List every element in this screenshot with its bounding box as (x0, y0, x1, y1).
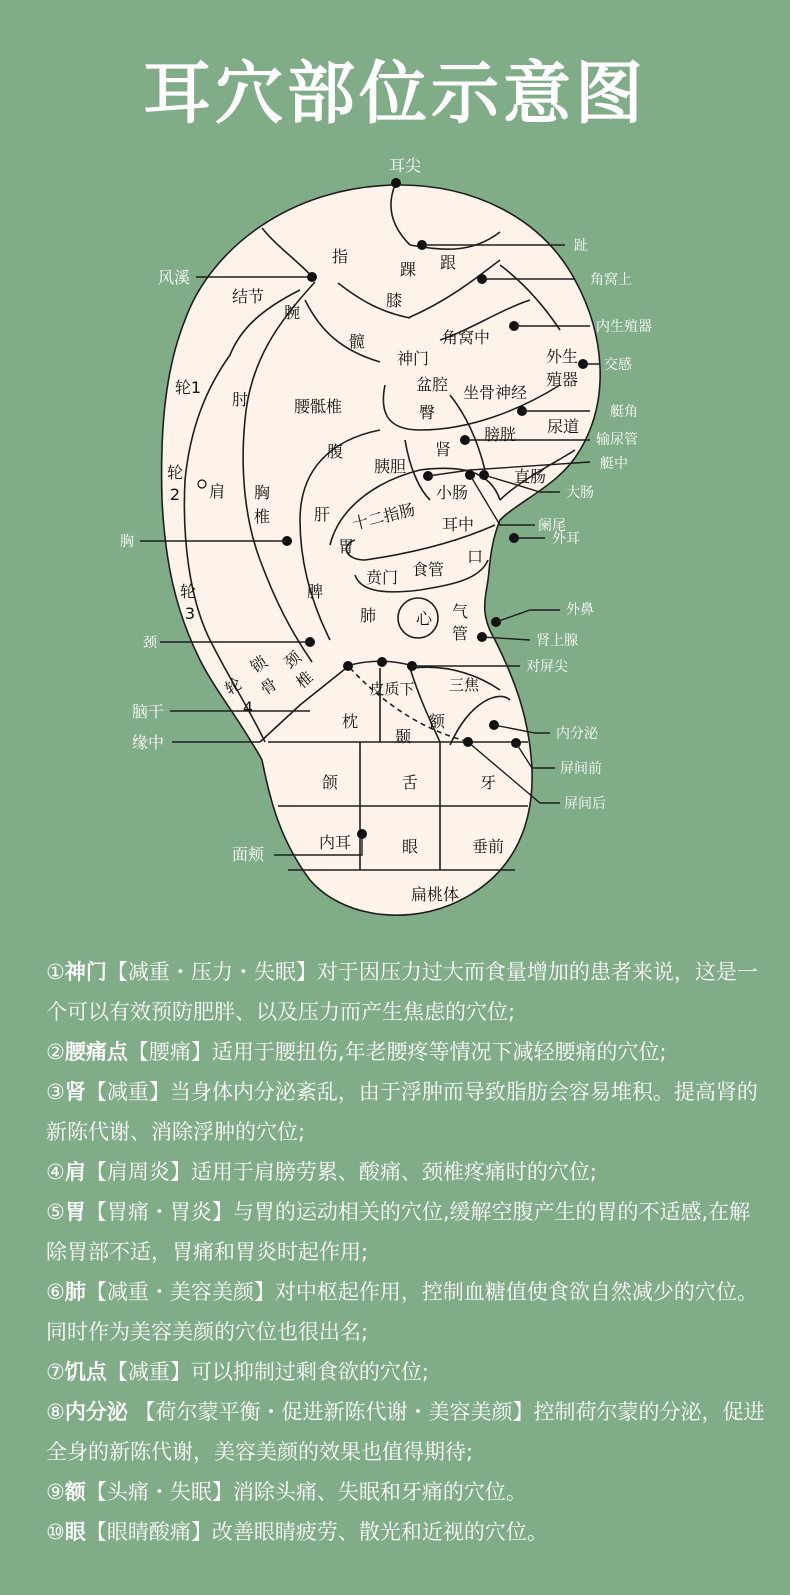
note-item (46, 1512, 766, 1552)
label-pizhixia: 皮质下 (369, 680, 415, 698)
note-num: ⑨ (46, 1480, 65, 1504)
label-suogu-1: 锁 (246, 652, 271, 677)
label-zhen: 枕 (341, 712, 359, 731)
note-tag: 【减重】 (106, 1360, 191, 1384)
note-text: 适用于腰扭伤,年老腰疼等情况下减轻腰痛的穴位; (211, 1040, 667, 1064)
label-benmen: 贲门 (365, 568, 399, 587)
note-item (46, 1472, 766, 1512)
callout-neifenmi: 内分泌 (556, 726, 598, 742)
label-shenmen: 神门 (396, 349, 430, 368)
note-tag: 【眼睛酸痛】 (85, 1520, 212, 1544)
note-num: ③ (46, 1080, 65, 1104)
note-tag: 【减重・美容美颜】 (85, 1280, 275, 1304)
label-wan: 腕 (283, 303, 301, 322)
note-text: 对中枢起作用，控制血糖值使食欲自然减少的穴位。同时作为美容美颜的穴位也很出名; (46, 1280, 758, 1344)
note-name: 胃 (64, 1200, 86, 1224)
label-e: 额 (428, 712, 446, 731)
note-text: 改善眼睛疲劳、散光和近视的穴位。 (211, 1520, 548, 1544)
label-gen: 跟 (439, 253, 457, 272)
callout-tingjiao: 艇角 (610, 404, 638, 420)
note-name: 腰痛点 (64, 1040, 128, 1064)
label-waishengzhiqi-2: 殖器 (545, 370, 579, 389)
label-lun1: 轮1 (174, 378, 202, 397)
label-zuogushenjing: 坐骨神经 (462, 383, 528, 402)
label-jingzhui-1: 颈 (280, 647, 305, 673)
label-yan: 眼 (401, 837, 419, 856)
label-tun: 臀 (418, 403, 436, 422)
callout-naogan: 脑干 (132, 702, 165, 721)
label-pi: 脾 (306, 582, 324, 601)
note-text: 控制荷尔蒙的分泌，促进全身的新陈代谢，美容美颜的效果也值得期待; (46, 1400, 765, 1464)
note-name: 饥点 (64, 1360, 107, 1384)
note-num: ⑤ (46, 1200, 65, 1224)
note-tag: 【头痛・失眠】 (85, 1480, 233, 1504)
callout-neishengzhiqi: 内生殖器 (596, 319, 652, 335)
label-penqiang: 盆腔 (415, 375, 449, 394)
callout-jiaowoshang: 角窝上 (590, 272, 632, 288)
note-item (46, 1072, 766, 1152)
label-lun3-1: 轮 (179, 582, 197, 601)
label-yidan: 胰胆 (373, 457, 407, 476)
note-num: ④ (46, 1160, 65, 1184)
note-item (46, 1192, 766, 1272)
label-zhou: 肘 (231, 390, 249, 409)
ear-outline-group (162, 185, 601, 915)
note-text: 消除头痛、失眠和牙痛的穴位。 (232, 1480, 527, 1504)
label-jian: 肩 (208, 482, 226, 501)
note-name: 肺 (64, 1280, 86, 1304)
note-name: 肾 (64, 1080, 86, 1104)
note-tag: 【腰痛】 (127, 1040, 212, 1064)
label-lun4b: 4 (242, 698, 254, 717)
label-biantaoti: 扁桃体 (410, 885, 460, 904)
callout-zhi-toe: 趾 (574, 238, 588, 254)
callout-dachang: 大肠 (566, 485, 594, 501)
label-fei: 肺 (359, 606, 377, 625)
note-tag: 【减重・压力・失眠】 (106, 960, 317, 984)
note-tag: 【胃痛・胃炎】 (85, 1200, 233, 1224)
callout-mianjia: 面颊 (232, 845, 265, 864)
callout-pingjianhou: 屏间后 (564, 796, 606, 812)
note-text: 与胃的运动相关的穴位,缓解空腹产生的胃的不适感,在解除胃部不适，胃痛和胃炎时起作用; (46, 1200, 751, 1264)
label-lun3-2: 3 (184, 604, 196, 623)
note-item (46, 952, 766, 1032)
label-erzhong: 耳中 (441, 515, 475, 534)
label-shierzhichang: 十二指肠 (350, 499, 418, 534)
label-xiaochang: 小肠 (435, 483, 469, 502)
label-neier: 内耳 (318, 833, 352, 852)
callout-lanwei: 阑尾 (538, 518, 566, 534)
note-num: ⑧ (46, 1400, 65, 1424)
label-shiguan: 食管 (411, 560, 445, 579)
label-xiongzhui-2: 椎 (253, 507, 271, 526)
callout-xiong: 胸 (120, 534, 134, 550)
label-nie: 颞 (394, 727, 412, 746)
note-tag: 【肩周炎】 (85, 1160, 191, 1184)
callout-fengxi: 风溪 (158, 268, 191, 287)
note-text: 适用于肩膀劳累、酸痛、颈椎疼痛时的穴位; (190, 1160, 597, 1184)
label-kuan: 髋 (348, 332, 366, 351)
label-lun2b: 2 (169, 485, 181, 504)
dot-erjian (391, 178, 401, 188)
label-suogu-2: 骨 (256, 674, 281, 699)
label-qiguan-1: 气 (451, 602, 469, 621)
note-text: 当身体内分泌紊乱，由于浮肿而导致脂肪会容易堆积。提高肾的新陈代谢、消除浮肿的穴位; (46, 1080, 758, 1144)
label-zhichang: 直肠 (513, 467, 547, 486)
page-title: 耳穴部位示意图 (142, 55, 647, 134)
label-qiguan-2: 管 (451, 624, 469, 643)
note-item (46, 1352, 766, 1392)
label-pangguang: 膀胱 (483, 425, 517, 444)
note-item (46, 1272, 766, 1352)
callout-waibi: 外鼻 (566, 602, 594, 618)
note-tag: 【荷尔蒙平衡・促进新陈代谢・美容美颜】 (127, 1400, 534, 1424)
note-num: ⑩ (46, 1520, 65, 1544)
label-fu: 腹 (326, 442, 344, 461)
label-jiaowozhong: 角窝中 (441, 328, 491, 347)
note-num: ① (46, 960, 65, 984)
callout-jing: 颈 (143, 635, 157, 651)
note-item (46, 1032, 766, 1072)
label-she: 舌 (401, 773, 419, 792)
note-num: ⑥ (46, 1280, 65, 1304)
callout-waier: 外耳 (552, 531, 580, 547)
label-xi: 膝 (385, 291, 403, 310)
note-tag: 【减重】 (85, 1080, 170, 1104)
label-lun2a: 轮 (166, 463, 184, 482)
note-name: 内分泌 (64, 1400, 128, 1424)
note-text: 可以抑制过剩食欲的穴位; (190, 1360, 429, 1384)
callout-erjian: 耳尖 (388, 156, 422, 175)
label-shen: 肾 (434, 440, 452, 459)
label-niaodao: 尿道 (546, 417, 580, 436)
label-sanjiao: 三焦 (448, 676, 480, 694)
note-text: 对于因压力过大而食量增加的患者来说，这是一个可以有效预防肥胖、以及压力而产生焦虑的穴位; (46, 960, 758, 1024)
callout-yuanzhong: 缘中 (132, 733, 165, 752)
label-ya: 牙 (479, 773, 497, 792)
callout-pingjianqian: 屏间前 (560, 761, 602, 777)
note-item (46, 1152, 766, 1192)
callout-duipingjian: 对屏尖 (526, 659, 568, 675)
label-kou: 口 (466, 547, 484, 566)
callout-tingzhong: 艇中 (600, 456, 628, 472)
label-han: 颌 (321, 773, 339, 792)
callout-shuniaoguan: 输尿管 (596, 432, 638, 448)
note-name: 额 (64, 1480, 86, 1504)
label-gan: 肝 (313, 505, 331, 524)
label-waishengzhiqi-1: 外生 (545, 347, 579, 366)
note-name: 肩 (64, 1160, 86, 1184)
label-jiejie: 结节 (231, 287, 265, 306)
label-wei: 胃 (337, 537, 355, 556)
label-xin: 心 (415, 609, 433, 628)
label-lun4a: 轮 (221, 674, 245, 699)
note-name: 眼 (64, 1520, 86, 1544)
dot-naogan (343, 661, 353, 671)
label-chuiqian: 垂前 (471, 837, 505, 856)
acupoint-notes (46, 952, 766, 1552)
callout-jiaogan: 交感 (604, 357, 632, 373)
note-num: ⑦ (46, 1360, 65, 1384)
label-zhi: 指 (331, 247, 349, 266)
dot-pizhixia (377, 657, 387, 667)
note-num: ② (46, 1040, 65, 1064)
label-jingzhui-2: 椎 (292, 667, 317, 693)
note-name: 神门 (64, 960, 107, 984)
label-yaodizhui: 腰骶椎 (293, 397, 343, 416)
label-xiongzhui-1: 胸 (253, 483, 271, 502)
callout-shenshangxian: 肾上腺 (536, 633, 578, 649)
label-huai: 踝 (399, 260, 417, 279)
note-item (46, 1392, 766, 1472)
